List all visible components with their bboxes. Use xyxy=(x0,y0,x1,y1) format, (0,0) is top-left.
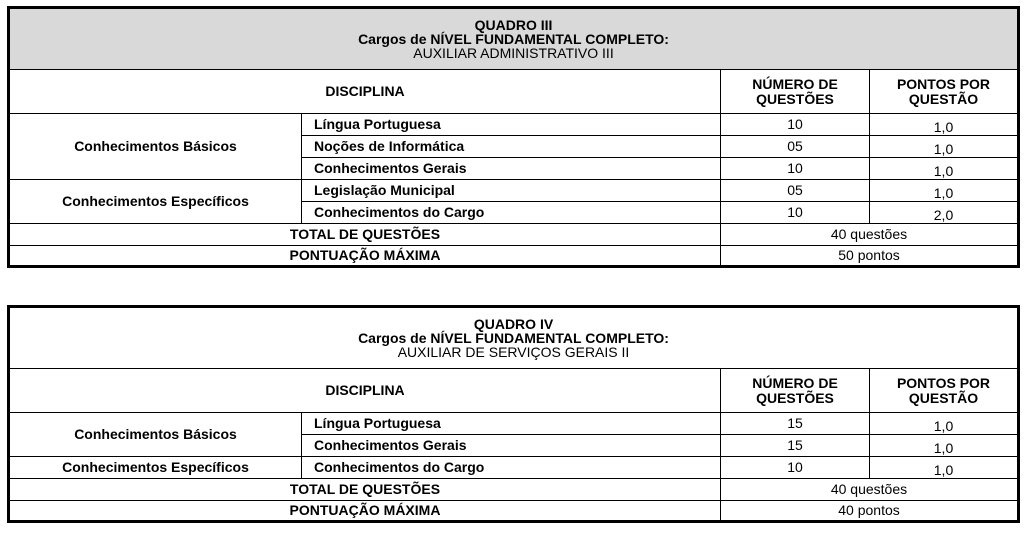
quadro-iii-max-value: 50 pontos xyxy=(721,246,1019,267)
quadro-iv-col-pontos-line2: QUESTÃO xyxy=(908,389,979,406)
quadro-iii-title: QUADRO III xyxy=(474,16,553,33)
questions-count: 10 xyxy=(721,457,870,479)
points-per-question: 2,0 xyxy=(870,202,1019,224)
quadro-iii-col-numero-line2: QUESTÕES xyxy=(756,90,834,107)
questions-count: 10 xyxy=(721,114,870,136)
discipline-name: Legislação Municipal xyxy=(302,180,721,202)
table-row xyxy=(9,413,1019,435)
table-row xyxy=(9,180,1019,202)
quadro-iii-total-label: TOTAL DE QUESTÕES xyxy=(9,224,721,246)
discipline-name: Noções de Informática xyxy=(302,136,721,158)
quadro-iii-total-row xyxy=(9,224,1019,246)
points-per-question: 1,0 xyxy=(870,413,1019,435)
quadro-iv-col-numero-line1: NÚMERO DE xyxy=(752,374,838,391)
quadro-iv-col-numero-line2: QUESTÕES xyxy=(756,389,834,406)
quadro-iv-col-pontos-line1: PONTOS POR xyxy=(896,374,991,391)
quadro-iv-header-row xyxy=(9,307,1019,369)
discipline-name: Conhecimentos Gerais xyxy=(302,158,721,180)
points-per-question: 1,0 xyxy=(870,180,1019,202)
quadro-iv-role: AUXILIAR DE SERVIÇOS GERAIS II xyxy=(397,343,630,360)
quadro-iii-col-numero xyxy=(721,70,870,114)
quadro-iii-table xyxy=(7,6,1020,268)
quadro-iv-col-numero xyxy=(721,369,870,413)
quadro-iv-header xyxy=(9,307,1019,369)
quadro-iii-total-value: 40 questões xyxy=(721,224,1019,246)
points-per-question: 1,0 xyxy=(870,136,1019,158)
quadro-iii-max-row xyxy=(9,246,1019,267)
quadro-iv-title: QUADRO IV xyxy=(473,315,554,332)
discipline-name: Língua Portuguesa xyxy=(302,413,721,435)
quadro-iv-total-row xyxy=(9,479,1019,501)
quadro-iii-role: AUXILIAR ADMINISTRATIVO III xyxy=(413,44,614,61)
quadro-iii-max-label: PONTUAÇÃO MÁXIMA xyxy=(9,246,721,267)
table-row xyxy=(9,457,1019,479)
quadro-iv-group-especificos: Conhecimentos Específicos xyxy=(9,457,302,479)
quadro-iii-column-headers xyxy=(9,70,1019,114)
quadro-iv-max-row xyxy=(9,501,1019,522)
quadro-iv-total-label: TOTAL DE QUESTÕES xyxy=(9,479,721,501)
points-per-question: 1,0 xyxy=(870,114,1019,136)
points-per-question: 1,0 xyxy=(870,435,1019,457)
discipline-name: Conhecimentos do Cargo xyxy=(302,202,721,224)
quadro-iv-total-value: 40 questões xyxy=(721,479,1019,501)
questions-count: 15 xyxy=(721,435,870,457)
quadro-iv-max-label: PONTUAÇÃO MÁXIMA xyxy=(9,501,721,522)
discipline-name: Conhecimentos Gerais xyxy=(302,435,721,457)
quadro-iii-col-disciplina: DISCIPLINA xyxy=(9,70,721,114)
quadro-iii-col-numero-line1: NÚMERO DE xyxy=(752,75,838,92)
discipline-name: Língua Portuguesa xyxy=(302,114,721,136)
quadro-iv-subtitle: Cargos de NÍVEL FUNDAMENTAL COMPLETO: xyxy=(358,329,669,346)
quadro-iii-group-basicos: Conhecimentos Básicos xyxy=(9,114,302,180)
points-per-question: 1,0 xyxy=(870,457,1019,479)
quadro-iv-col-disciplina: DISCIPLINA xyxy=(9,369,721,413)
discipline-name: Conhecimentos do Cargo xyxy=(302,457,721,479)
quadro-iv-column-headers xyxy=(9,369,1019,413)
table-row xyxy=(9,114,1019,136)
questions-count: 10 xyxy=(721,202,870,224)
questions-count: 15 xyxy=(721,413,870,435)
quadro-iv-col-pontos xyxy=(870,369,1019,413)
quadro-iii-subtitle: Cargos de NÍVEL FUNDAMENTAL COMPLETO: xyxy=(358,30,669,47)
points-per-question: 1,0 xyxy=(870,158,1019,180)
quadro-iv-max-value: 40 pontos xyxy=(721,501,1019,522)
quadro-iii-group-especificos: Conhecimentos Específicos xyxy=(9,180,302,224)
questions-count: 10 xyxy=(721,158,870,180)
quadro-iii-col-pontos-line1: PONTOS POR xyxy=(896,75,991,92)
quadro-iv-table xyxy=(7,305,1020,523)
quadro-iv-group-basicos: Conhecimentos Básicos xyxy=(9,413,302,457)
quadro-iii-col-pontos-line2: QUESTÃO xyxy=(908,90,979,107)
questions-count: 05 xyxy=(721,136,870,158)
quadro-iii-col-pontos xyxy=(870,70,1019,114)
quadro-iii-header xyxy=(9,8,1019,70)
quadro-iii-header-row xyxy=(9,8,1019,70)
questions-count: 05 xyxy=(721,180,870,202)
